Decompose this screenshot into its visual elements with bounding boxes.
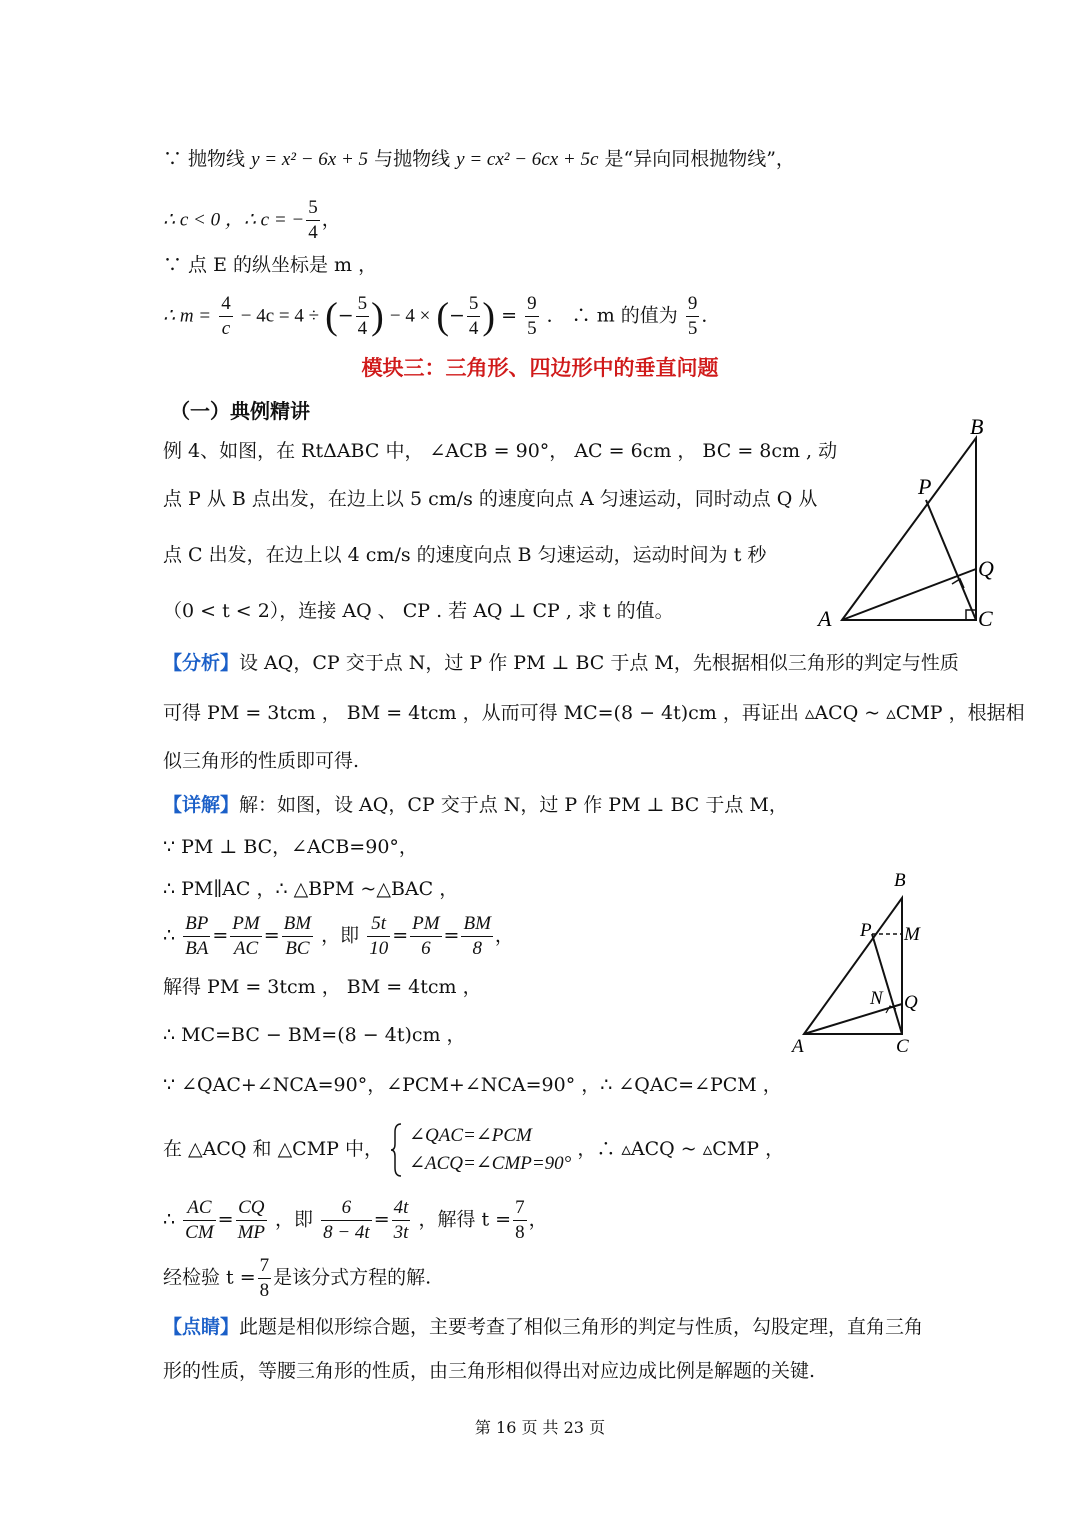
paren: ) xyxy=(371,295,384,338)
denominator: 5 xyxy=(687,318,698,339)
numerator: 5t xyxy=(367,912,390,937)
label-p: P xyxy=(918,474,932,499)
detail-line-8 xyxy=(163,1122,784,1178)
comment-tag: 【点睛】 xyxy=(163,1316,240,1338)
fraction xyxy=(461,912,492,961)
example-line-4: （0 < t < 2），连接 AQ 、 CP . 若 AQ ⊥ CP , 求 t 的值。 xyxy=(163,600,674,622)
label-p: P xyxy=(860,920,872,941)
label-m: M xyxy=(904,924,920,945)
text: ∵ 抛物线 xyxy=(163,148,246,170)
example-line-1: 例 4、如图，在 RtΔABC 中， ∠ACB = 90°， AC = 6cm ， BC = 8cm , 动 xyxy=(163,440,838,462)
segment-cp xyxy=(926,500,976,620)
fraction xyxy=(306,196,320,245)
denominator: 4 xyxy=(468,318,479,339)
fraction xyxy=(467,292,481,341)
denominator: BC xyxy=(285,938,310,959)
fraction xyxy=(392,1196,411,1245)
fraction xyxy=(356,292,370,341)
denominator: 6 xyxy=(421,938,431,959)
text: 设 AQ，CP 交于点 N，过 P 作 PM ⊥ BC 于点 M，先根据相似三角形的判定与性质 xyxy=(239,652,959,674)
text: 此题是相似形综合题，主要考查了相似三角形的判定与性质，勾股定理，直角三角 xyxy=(239,1316,924,1338)
label-q: Q xyxy=(904,992,918,1013)
denominator: 4 xyxy=(357,318,368,339)
label-c: C xyxy=(896,1036,909,1057)
numerator: 4 xyxy=(219,292,233,317)
fraction xyxy=(236,1196,267,1245)
line-3 xyxy=(163,252,377,278)
fraction xyxy=(321,1196,372,1245)
detail-line-2: ∵ PM ⊥ BC，∠ACB=90°， xyxy=(163,836,418,858)
label-a: A xyxy=(792,1036,804,1057)
fraction xyxy=(410,912,441,961)
text: 解：如图，设 AQ，CP 交于点 N，过 P 作 PM ⊥ BC 于点 M， xyxy=(239,794,788,816)
fraction xyxy=(230,912,261,961)
numerator: PM xyxy=(230,912,261,937)
text: ∴ xyxy=(163,924,176,947)
text: ， xyxy=(494,924,514,947)
text: − 4 × xyxy=(389,305,431,327)
line-2 xyxy=(163,196,341,245)
segment-aq xyxy=(842,569,976,620)
denominator: AC xyxy=(233,938,259,959)
brace-icon xyxy=(389,1122,403,1178)
text: ． ∴ m 的值为 xyxy=(546,304,678,327)
text: 是该分式方程的解. xyxy=(273,1266,432,1289)
equation-system xyxy=(409,1122,571,1178)
analysis-line-3: 似三角形的性质即可得. xyxy=(163,750,360,772)
label-a: A xyxy=(818,606,832,631)
label-b: B xyxy=(894,870,906,891)
paren: ( xyxy=(436,295,449,338)
comment-line-2: 形的性质，等腰三角形的性质，由三角形相似得出对应边成比例是解题的关键. xyxy=(163,1360,816,1382)
detail-line-7: ∵ ∠QAC+∠NCA=90°，∠PCM+∠NCA=90° ，∴ ∠QAC=∠PCM ， xyxy=(163,1074,782,1096)
denominator: CM xyxy=(185,1222,214,1243)
formula: y = cx² − 6cx + 5c xyxy=(456,149,599,170)
text: − 4c = 4 ÷ xyxy=(240,305,320,327)
numerator: 6 xyxy=(321,1196,372,1221)
numerator: 5 xyxy=(356,292,370,317)
text: 与抛物线 xyxy=(374,148,451,170)
label-b: B xyxy=(970,414,984,439)
example-line-3: 点 C 出发，在边上以 4 cm/s 的速度向点 B 匀速运动，运动时间为 t 秒 xyxy=(163,544,767,566)
text: ，∴ ▵ACQ ~ ▵CMP ， xyxy=(577,1138,785,1160)
analysis-line-2: 可得 PM = 3tcm ， BM = 4tcm ，从而可得 MC=(8 − 4t)cm ，再证出 ▵ACQ ~ ▵CMP ，根据相 xyxy=(163,702,1025,724)
subsection-title: （一）典例精讲 xyxy=(170,399,310,423)
numerator: BM xyxy=(282,912,313,937)
paren: ) xyxy=(482,295,496,338)
text: = xyxy=(501,304,518,327)
triangle-abc xyxy=(804,898,902,1034)
numerator: 5 xyxy=(467,292,481,317)
numerator: PM xyxy=(410,912,441,937)
system-row-1: ∠QAC=∠PCM xyxy=(409,1125,532,1146)
text: ，解得 t = xyxy=(418,1208,512,1231)
detail-line-3: ∴ PM∥AC ，∴ △BPM ~△BAC ， xyxy=(163,878,459,900)
denominator: BA xyxy=(185,938,209,959)
text: ∴ c < 0 ，∴ c = − xyxy=(163,209,305,231)
detail-line-10 xyxy=(163,1254,431,1303)
example-line-2: 点 P 从 B 点出发，在边上以 5 cm/s 的速度向点 A 匀速运动，同时动点 Q 从 xyxy=(163,488,818,510)
denominator: 4 xyxy=(308,222,318,243)
line-4: ∴ m = $\frac{4}{c}$ − 4c = 4 ÷ (− $\frac{5}{4}$ ) − 4 × (− $\frac{5}{4}$ ) = $\frac{9}{5}$ ． ∴ m 的值为 $\frac{9}{5}$ ． xyxy=(163,293,721,339)
formula: y = x² − 6x + 5 xyxy=(251,149,369,170)
label-q: Q xyxy=(978,556,994,581)
text: 是“异向同根抛物线”， xyxy=(604,148,795,170)
text: ． xyxy=(701,304,721,327)
detail-line-4: ∴ $\frac{BP}{BA}$ = $\frac{PM}{AC}$ = $\frac{BM}{BC}$ ，即 $\frac{5t}{10}$ = $\frac{PM}{6}$ = $\frac{BM}{8}$ ， xyxy=(163,913,514,959)
fraction xyxy=(513,1196,527,1245)
denominator: c xyxy=(221,318,231,339)
numerator: BP xyxy=(183,912,210,937)
text: ∴ m = xyxy=(163,305,212,327)
label-n: N xyxy=(870,988,883,1009)
numerator: AC xyxy=(183,1196,216,1221)
numerator: 9 xyxy=(686,292,700,317)
text: ，即 xyxy=(275,1208,314,1231)
fraction xyxy=(525,292,539,341)
comment-line-1 xyxy=(163,1314,923,1340)
numerator: 7 xyxy=(258,1254,272,1279)
numerator: 7 xyxy=(513,1196,527,1221)
text: ∵ 点 E 的纵坐标是 m ， xyxy=(163,254,378,276)
fraction xyxy=(686,292,700,341)
detail-line-9: ∴ $\frac{AC}{CM}$ = $\frac{CQ}{MP}$ ，即 $\frac{6}{8 - 4t}$ = $\frac{4t}{3t}$ ，解得 t = $\frac{7}{8}$ ， xyxy=(163,1197,548,1243)
text: 在 △ACQ 和 △CMP 中， xyxy=(163,1138,383,1160)
denominator: MP xyxy=(237,1222,265,1243)
text: ， xyxy=(528,1208,548,1231)
paren: ( xyxy=(325,295,338,338)
text: 经检验 t = xyxy=(163,1266,256,1289)
system-row-2: ∠ACQ=∠CMP=90° xyxy=(409,1153,572,1174)
triangle-abc xyxy=(842,438,976,620)
denominator: 5 xyxy=(527,318,537,339)
numerator: BM xyxy=(461,912,492,937)
text: ， xyxy=(321,208,341,231)
fraction xyxy=(219,292,233,341)
detail-line-5: 解得 PM = 3tcm ， BM = 4tcm ， xyxy=(163,976,482,998)
detail-tag: 【详解】 xyxy=(163,794,240,816)
denominator: 8 xyxy=(259,1280,270,1301)
numerator: 9 xyxy=(525,292,539,317)
analysis-tag: 【分析】 xyxy=(163,652,240,674)
denominator: 10 xyxy=(369,938,389,959)
section-title: 模块三：三角形、四边形中的垂直问题 xyxy=(361,355,719,380)
denominator: 3t xyxy=(393,1222,409,1243)
analysis-line-1 xyxy=(163,650,959,676)
denominator: 8 xyxy=(472,938,482,959)
numerator: 4t xyxy=(392,1196,411,1221)
denominator: 8 − 4t xyxy=(323,1222,370,1243)
segment-aq xyxy=(804,1004,902,1034)
fraction xyxy=(282,912,313,961)
text: ，即 xyxy=(321,924,360,947)
detail-line-1 xyxy=(163,792,788,818)
page-footer: 第 16 页 共 23 页 xyxy=(474,1418,606,1437)
text: ∴ xyxy=(163,1208,176,1231)
detail-line-6: ∴ MC=BC − BM=(8 − 4t)cm ， xyxy=(163,1024,466,1046)
figure-triangle-2 xyxy=(782,866,942,1062)
figure-triangle-1 xyxy=(812,414,1012,634)
label-c: C xyxy=(978,606,993,631)
denominator: 8 xyxy=(515,1222,525,1243)
numerator: CQ xyxy=(236,1196,267,1221)
fraction xyxy=(258,1254,272,1303)
fraction xyxy=(183,912,210,961)
fraction xyxy=(183,1196,216,1245)
fraction xyxy=(367,912,390,961)
line-1 xyxy=(163,146,795,173)
numerator: 5 xyxy=(306,196,320,221)
segment-cp xyxy=(872,934,902,1034)
